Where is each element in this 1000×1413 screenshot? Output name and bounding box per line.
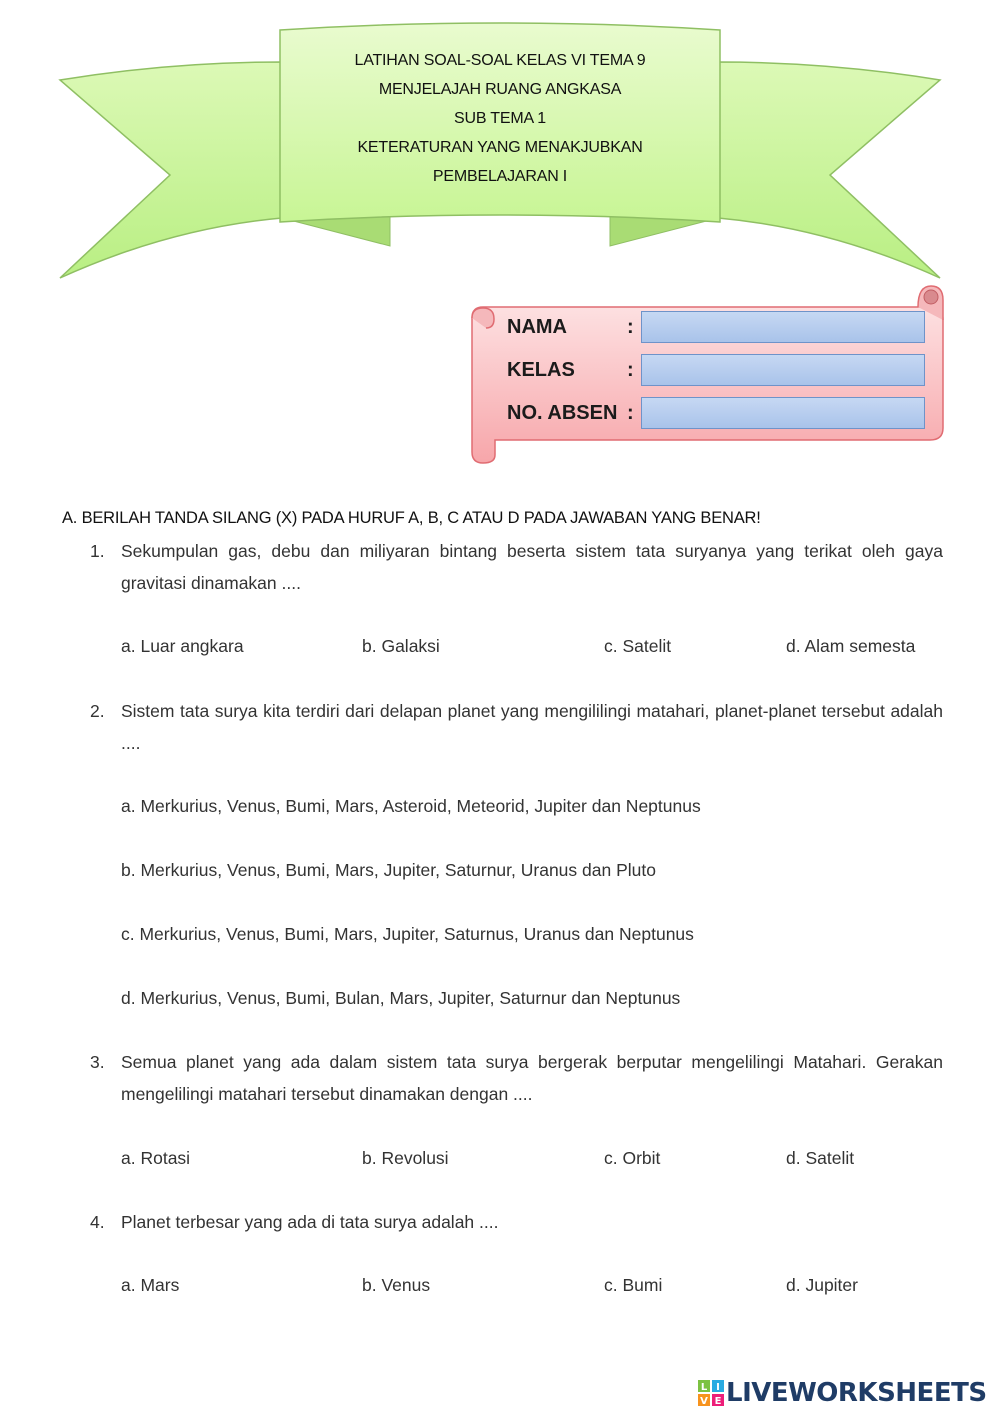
svg-text:I: I — [716, 1382, 720, 1393]
question-2-text: Sistem tata surya kita terdiri dari delapan planet yang mengililingi matahari, planet-planet tersebut adalah .... — [121, 701, 943, 753]
question-4-option-a[interactable]: a. Mars — [121, 1275, 180, 1295]
kelas-label: KELAS — [507, 359, 575, 381]
question-1-option-c[interactable]: c. Satelit — [604, 636, 672, 656]
liveworksheets-logo-icon — [698, 1380, 724, 1406]
question-2-number: 2. — [90, 701, 105, 721]
banner-title-line-4: KETERATURAN YANG MENAKJUBKAN — [357, 139, 643, 156]
section-heading: A. BERILAH TANDA SILANG (X) PADA HURUF A, B, C ATAU D PADA JAWABAN YANG BENAR! — [62, 509, 761, 527]
question-1-text: Sekumpulan gas, debu dan miliyaran bintang beserta sistem tata suryanya yang terikat oleh gaya gravitasi dinamakan .... — [121, 541, 943, 593]
absen-input[interactable] — [641, 397, 925, 429]
question-2-option-d[interactable]: d. Merkurius, Venus, Bumi, Bulan, Mars, Jupiter, Saturnur dan Neptunus — [121, 988, 681, 1008]
banner-title-line-3: SUB TEMA 1 — [454, 110, 546, 127]
nama-input[interactable] — [641, 311, 925, 343]
liveworksheets-logo — [698, 1378, 987, 1408]
question-3-option-c[interactable]: c. Orbit — [604, 1148, 661, 1168]
question-4-text: Planet terbesar yang ada di tata surya adalah .... — [121, 1212, 499, 1232]
question-3-option-a[interactable]: a. Rotasi — [121, 1148, 191, 1168]
banner-title-line-2: MENJELAJAH RUANG ANGKASA — [378, 81, 622, 98]
banner-title-line-1: LATIHAN SOAL-SOAL KELAS VI TEMA 9 — [354, 52, 646, 69]
absen-colon: : — [627, 402, 634, 424]
nama-label: NAMA — [507, 316, 567, 338]
svg-text:V: V — [700, 1396, 708, 1406]
svg-text:E: E — [714, 1396, 722, 1406]
kelas-input[interactable] — [641, 354, 925, 386]
question-2-option-c[interactable]: c. Merkurius, Venus, Bumi, Mars, Jupiter, Saturnus, Uranus dan Neptunus — [121, 924, 694, 944]
question-3-number: 3. — [90, 1052, 105, 1072]
question-4-option-c[interactable]: c. Bumi — [604, 1275, 663, 1295]
question-1-option-b[interactable]: b. Galaksi — [362, 636, 440, 656]
question-4-option-d[interactable]: d. Jupiter — [786, 1275, 858, 1295]
question-2-option-b[interactable]: b. Merkurius, Venus, Bumi, Mars, Jupiter, Saturnur, Uranus dan Pluto — [121, 860, 656, 880]
question-2-option-a[interactable]: a. Merkurius, Venus, Bumi, Mars, Asteroid, Meteorid, Jupiter dan Neptunus — [121, 796, 701, 816]
question-1-option-a[interactable]: a. Luar angkara — [121, 636, 244, 656]
question-3-option-d[interactable]: d. Satelit — [786, 1148, 855, 1168]
kelas-colon: : — [627, 359, 634, 381]
question-1-option-d[interactable]: d. Alam semesta — [786, 636, 916, 656]
question-1-number: 1. — [90, 541, 105, 561]
svg-text:L: L — [700, 1382, 708, 1393]
nama-colon: : — [627, 316, 634, 338]
question-3-text: Semua planet yang ada dalam sistem tata surya bergerak berputar mengelilingi Matahari. Gerakan mengelilingi matahari tersebut dinamakan dengan .... — [121, 1052, 943, 1104]
question-4-option-b[interactable]: b. Venus — [362, 1275, 431, 1295]
absen-label: NO. ABSEN — [507, 402, 618, 424]
question-4-number: 4. — [90, 1212, 105, 1232]
question-3-option-b[interactable]: b. Revolusi — [362, 1148, 449, 1168]
liveworksheets-brand: LIVEWORKSHEETS — [726, 1378, 987, 1408]
banner-title-line-5: PEMBELAJARAN I — [432, 168, 568, 185]
